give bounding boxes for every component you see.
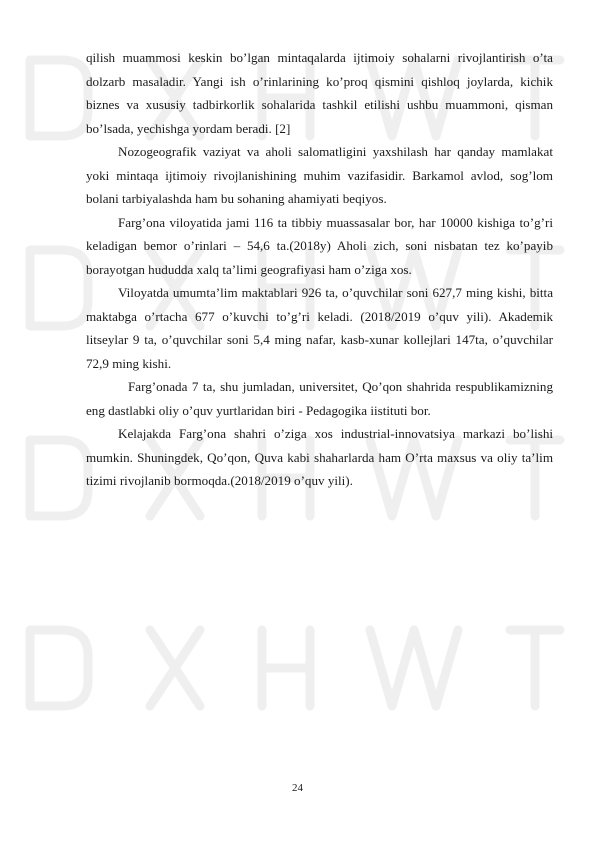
document-body [86, 46, 553, 493]
paragraph-2: Nozogeografik vaziyat va aholi salomatligini yaxshilash har qanday mamlakat yoki mintaqa ijtimoiy rivojlanishining muhim vazifasidir. Barkamol avlod, sog’lom bolani tarbiyalashda ham bu sohaning ahamiyati beqiyos. [86, 144, 553, 206]
paragraph-6: Kelajakda Farg’ona shahri o’ziga xos industrial-innovatsiya markazi bo’lishi mumkin. Shuningdek, Qo’qon, Quva kabi shaharlarda ham O’rta maxsus va oliy ta’lim tizimi rivojlanib bormoqda.(2018/2019 o’quv yili). [86, 426, 553, 488]
paragraph-4: Viloyatda umumta’lim maktablari 926 ta, o’quvchilar soni 627,7 ming kishi, bitta maktabga o’rtacha 677 o’kuvchi to’g’ri keladi. (2018/2019 o’quv yili). Akademik litseylar 9 ta, o’quvchilar soni 5,4 ming nafar, kasb-xunar kollejlari 147ta, o’quvchilar 72,9 ming kishi. [86, 285, 553, 371]
paragraph-3: Farg’ona viloyatida jami 116 ta tibbiy muassasalar bor, har 10000 kishiga to’g’ri keladigan bemor o’rinlari – 54,6 ta.(2018y) Aholi zich, soni nisbatan tez ko’payib borayotgan hududda xalq ta’limi geografiyasi ham o’ziga xos. [86, 214, 553, 277]
paragraph-5: Farg’onada 7 ta, shu jumladan, universitet, Qo’qon shahrida respublikamizning eng dastlabki oliy o’quv yurtlaridan biri - Pedagogika iistituti bor. [86, 379, 553, 418]
page-number: 24 [292, 782, 303, 794]
paragraph-1: qilish muammosi keskin bo’lgan mintaqalarda ijtimoiy sohalarni rivojlantirish o’ta dolzarb masaladir. Yangi ish o’rinlarining ko’proq qismini qishloq joylarda, kichik biznes va xususiy tadbirkorlik sohalarida tashkil etilishi ushbu muammoni, qisman bo’lsada, yechishga yordam beradi. [2] [86, 50, 553, 136]
